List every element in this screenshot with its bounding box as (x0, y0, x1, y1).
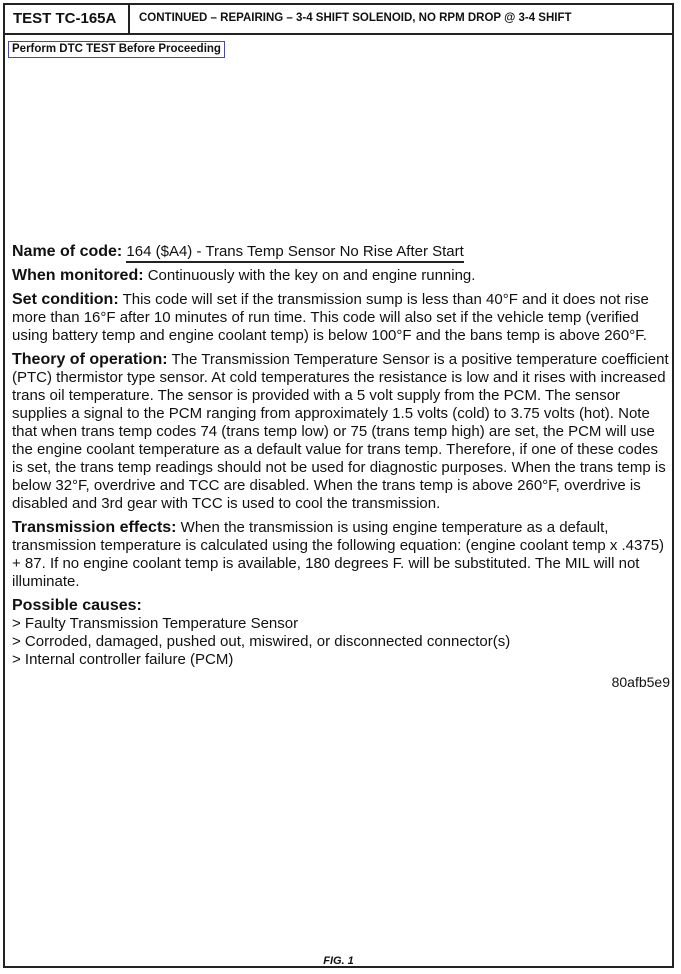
test-title: CONTINUED – REPAIRING – 3-4 SHIFT SOLENOID, NO RPM DROP @ 3-4 SHIFT (139, 12, 572, 24)
test-id: TEST TC-165A (5, 5, 130, 33)
pre-step-box: Perform DTC TEST Before Proceeding (8, 41, 225, 58)
effects-label: Transmission effects: (12, 519, 177, 536)
cause-item: > Corroded, damaged, pushed out, miswired, or disconnected connector(s) (12, 633, 511, 650)
code-name-label: Name of code: (12, 243, 123, 260)
code-description (12, 243, 672, 691)
reference-id: 80afb5e9 (611, 674, 670, 690)
theory-value: The Transmission Temperature Sensor is a positive temperature coefficient (PTC) thermistor type sensor. At cold temperatures the resistance is low and it rises with increased trans oil temperature. The sensor is provided with a 5 volt supply from the PCM. The sensor supplies a signal to the PCM ranging from approximately 1.5 volts (cold) to 3.75 volts (hot). Note that when trans temp codes 74 (trans temp low) or 75 (trans temp high) are set, the PCM will use the engine coolant temperature as a default value for trans temp. Therefore, if one of these codes is set, the trans temp readings should not be used for diagnostic purposes. When the trans temp is below 32°F, overdrive and TCC are disabled. When the trans temp is above 260°F, overdrive is disabled and 3rd gear with TCC is used to cool the transmission. (12, 351, 669, 512)
document-page (3, 3, 674, 968)
effects-value: When the transmission is using engine temperature as a default, transmission temperature is calculated using the following equation: (engine coolant temp x .4375) + 87. If no engine coolant temp is available, 180 degrees F. will be substituted. The MIL will not illuminate. (12, 519, 665, 590)
cause-item: > Faulty Transmission Temperature Sensor (12, 615, 299, 632)
effects-row (12, 519, 672, 591)
theory-row (12, 351, 672, 513)
when-monitored-row (12, 267, 672, 285)
when-monitored-value: Continuously with the key on and engine running. (147, 267, 476, 284)
cause-item: > Internal controller failure (PCM) (12, 651, 234, 668)
figure-label: FIG. 1 (323, 955, 354, 967)
test-header (5, 5, 672, 35)
code-name-value: 164 ($A4) - Trans Temp Sensor No Rise After Start (126, 243, 463, 263)
set-condition-row (12, 291, 672, 345)
when-monitored-label: When monitored: (12, 267, 144, 284)
code-name-row (12, 243, 672, 261)
theory-label: Theory of operation: (12, 351, 168, 368)
set-condition-label: Set condition: (12, 291, 119, 308)
possible-causes-label: Possible causes: (12, 597, 142, 614)
set-condition-value: This code will set if the transmission sump is less than 40°F and it does not rise more than 16°F after 10 minutes of run time. This code will also set if the vehicle temp (verified using battery temp and engine coolant temp) is below 100°F and the bans temp is above 260°F. (12, 291, 649, 344)
